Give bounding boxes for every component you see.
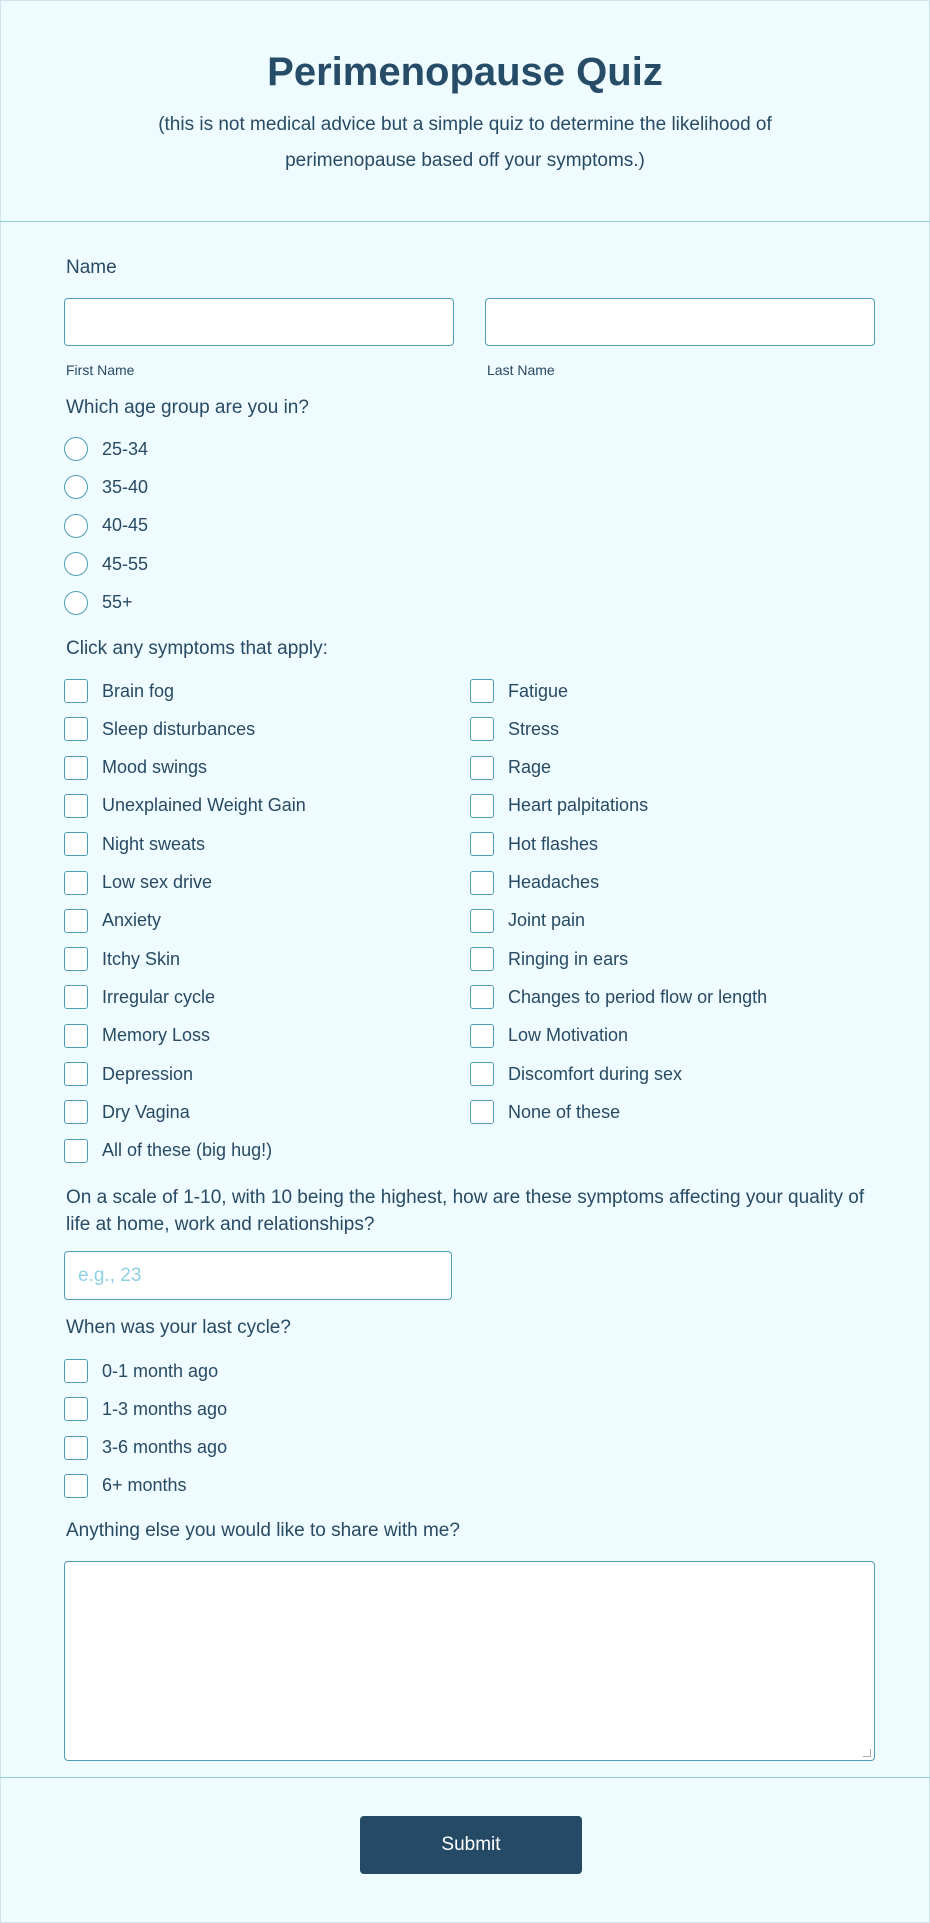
symptom-option[interactable] xyxy=(64,1061,193,1087)
checkbox[interactable] xyxy=(64,679,88,703)
checkbox[interactable] xyxy=(64,1359,88,1383)
checkbox[interactable] xyxy=(470,717,494,741)
scale-input[interactable] xyxy=(64,1251,452,1300)
age-option[interactable] xyxy=(64,474,148,500)
symptom-option-label[interactable]: Depression xyxy=(102,1063,194,1084)
symptom-option[interactable] xyxy=(64,984,215,1010)
symptom-option-label[interactable]: Sleep disturbances xyxy=(102,718,256,739)
age-option[interactable] xyxy=(64,513,148,539)
symptom-option[interactable] xyxy=(64,716,255,742)
scale-question: On a scale of 1-10, with 10 being the highest, how are these symptoms affecting your quality of life at home, work and relationships? xyxy=(66,1187,865,1235)
comments-textarea[interactable] xyxy=(64,1561,875,1761)
radio-button[interactable] xyxy=(64,591,88,615)
symptom-option[interactable] xyxy=(470,1099,620,1125)
symptom-option[interactable] xyxy=(470,1023,628,1049)
checkbox[interactable] xyxy=(470,756,494,780)
age-option-label[interactable]: 55+ xyxy=(102,592,133,613)
checkbox[interactable] xyxy=(470,679,494,703)
symptom-option[interactable] xyxy=(64,870,212,896)
symptom-option[interactable] xyxy=(64,1138,272,1164)
symptom-option[interactable] xyxy=(64,946,180,972)
checkbox[interactable] xyxy=(64,794,88,818)
age-question: Which age group are you in? xyxy=(66,397,309,418)
checkbox[interactable] xyxy=(64,1474,88,1498)
cycle-option[interactable] xyxy=(64,1435,227,1461)
age-option-label[interactable]: 40-45 xyxy=(102,515,149,536)
symptom-option-label[interactable]: Night sweats xyxy=(102,833,206,854)
cycle-option-label[interactable]: 0-1 month ago xyxy=(102,1360,219,1381)
checkbox[interactable] xyxy=(64,1397,88,1421)
symptom-option[interactable] xyxy=(64,908,161,934)
checkbox[interactable] xyxy=(64,871,88,895)
symptom-option[interactable] xyxy=(470,755,551,781)
checkbox[interactable] xyxy=(470,1062,494,1086)
symptom-option[interactable] xyxy=(470,793,648,819)
age-option-label[interactable]: 35-40 xyxy=(102,476,149,497)
first-name-input[interactable] xyxy=(64,298,454,346)
radio-button[interactable] xyxy=(64,552,88,576)
symptom-option[interactable] xyxy=(470,1061,682,1087)
header-divider xyxy=(0,221,930,222)
first-name-sublabel: First Name xyxy=(66,362,135,378)
checkbox[interactable] xyxy=(470,794,494,818)
checkbox[interactable] xyxy=(64,1062,88,1086)
symptom-option-label[interactable]: Anxiety xyxy=(102,910,162,931)
radio-button[interactable] xyxy=(64,514,88,538)
age-option-label[interactable]: 25-34 xyxy=(102,438,149,459)
radio-button[interactable] xyxy=(64,475,88,499)
checkbox[interactable] xyxy=(470,947,494,971)
checkbox[interactable] xyxy=(470,871,494,895)
symptom-option-label[interactable]: Discomfort during sex xyxy=(508,1063,683,1084)
symptom-option[interactable] xyxy=(470,870,599,896)
cycle-option-label[interactable]: 3-6 months ago xyxy=(102,1437,228,1458)
symptom-option[interactable] xyxy=(470,716,559,742)
symptom-option[interactable] xyxy=(470,908,585,934)
symptom-option-label[interactable]: Unexplained Weight Gain xyxy=(102,795,306,816)
checkbox[interactable] xyxy=(470,1100,494,1124)
symptom-option-label[interactable]: Dry Vagina xyxy=(102,1101,190,1122)
cycle-option[interactable] xyxy=(64,1396,227,1422)
checkbox[interactable] xyxy=(64,1024,88,1048)
symptom-option[interactable] xyxy=(64,755,207,781)
checkbox[interactable] xyxy=(64,717,88,741)
cycle-option-label[interactable]: 6+ months xyxy=(102,1475,187,1496)
page-subtitle: (this is not medical advice but a simple quiz to determine the likelihood of perimenopause based off your symptoms.) xyxy=(158,114,772,171)
name-label: Name xyxy=(66,257,117,278)
scale-input-placeholder: e.g., 23 xyxy=(78,1265,142,1286)
symptom-option-label[interactable]: Joint pain xyxy=(508,910,586,931)
age-option[interactable] xyxy=(64,551,148,577)
symptom-option-label[interactable]: Hot flashes xyxy=(508,833,599,854)
checkbox[interactable] xyxy=(64,985,88,1009)
checkbox[interactable] xyxy=(64,756,88,780)
age-option[interactable] xyxy=(64,590,133,616)
cycle-question: When was your last cycle? xyxy=(66,1317,291,1338)
symptom-option-label[interactable]: Low sex drive xyxy=(102,872,213,892)
symptom-option[interactable] xyxy=(470,678,568,704)
symptom-option[interactable] xyxy=(470,946,628,972)
age-option-label[interactable]: 45-55 xyxy=(102,553,149,574)
symptom-option[interactable] xyxy=(470,984,767,1010)
symptom-option-label[interactable]: Low Motivation xyxy=(508,1025,629,1046)
symptom-option[interactable] xyxy=(64,1099,190,1125)
cycle-option-label[interactable]: 1-3 months ago xyxy=(102,1398,228,1419)
symptom-option[interactable] xyxy=(470,831,598,857)
page-title: Perimenopause Quiz xyxy=(267,50,663,94)
checkbox[interactable] xyxy=(64,1100,88,1124)
symptom-option-label[interactable]: Irregular cycle xyxy=(102,986,216,1007)
checkbox[interactable] xyxy=(64,832,88,856)
cycle-option[interactable] xyxy=(64,1358,218,1384)
symptom-option[interactable] xyxy=(64,831,205,857)
checkbox[interactable] xyxy=(64,947,88,971)
symptom-option-label[interactable]: Heart palpitations xyxy=(508,795,649,816)
symptom-option-label[interactable]: Headaches xyxy=(508,872,600,892)
checkbox[interactable] xyxy=(64,909,88,933)
last-name-input[interactable] xyxy=(485,298,875,346)
symptom-option-label[interactable]: Changes to period flow or length xyxy=(508,986,768,1007)
symptom-option-label[interactable]: All of these (big hug!) xyxy=(102,1140,273,1161)
last-name-sublabel: Last Name xyxy=(487,362,555,378)
submit-button[interactable]: Submit xyxy=(360,1816,582,1874)
cycle-option[interactable] xyxy=(64,1473,187,1499)
symptom-option-label[interactable]: Memory Loss xyxy=(102,1025,211,1046)
resize-handle-icon[interactable] xyxy=(863,1749,871,1757)
symptom-option-label[interactable]: Mood swings xyxy=(102,757,208,778)
checkbox[interactable] xyxy=(470,1024,494,1048)
symptom-option-label[interactable]: Itchy Skin xyxy=(102,948,181,969)
symptom-option-label[interactable]: Brain fog xyxy=(102,680,175,701)
symptom-option-label[interactable]: Ringing in ears xyxy=(508,948,629,969)
footer-divider xyxy=(0,1777,930,1778)
checkbox[interactable] xyxy=(470,909,494,933)
symptom-option[interactable] xyxy=(64,678,174,704)
symptom-option[interactable] xyxy=(64,1023,210,1049)
checkbox[interactable] xyxy=(470,832,494,856)
symptom-option-label[interactable]: None of these xyxy=(508,1101,621,1122)
checkbox[interactable] xyxy=(64,1139,88,1163)
comments-question: Anything else you would like to share with me? xyxy=(66,1520,460,1541)
symptom-option[interactable] xyxy=(64,793,306,819)
checkbox[interactable] xyxy=(64,1436,88,1460)
symptom-option-label[interactable]: Stress xyxy=(508,718,560,739)
symptom-option-label[interactable]: Rage xyxy=(508,757,552,778)
age-option[interactable] xyxy=(64,436,148,462)
radio-button[interactable] xyxy=(64,437,88,461)
symptoms-question: Click any symptoms that apply: xyxy=(66,638,328,659)
checkbox[interactable] xyxy=(470,985,494,1009)
symptom-option-label[interactable]: Fatigue xyxy=(508,680,569,701)
